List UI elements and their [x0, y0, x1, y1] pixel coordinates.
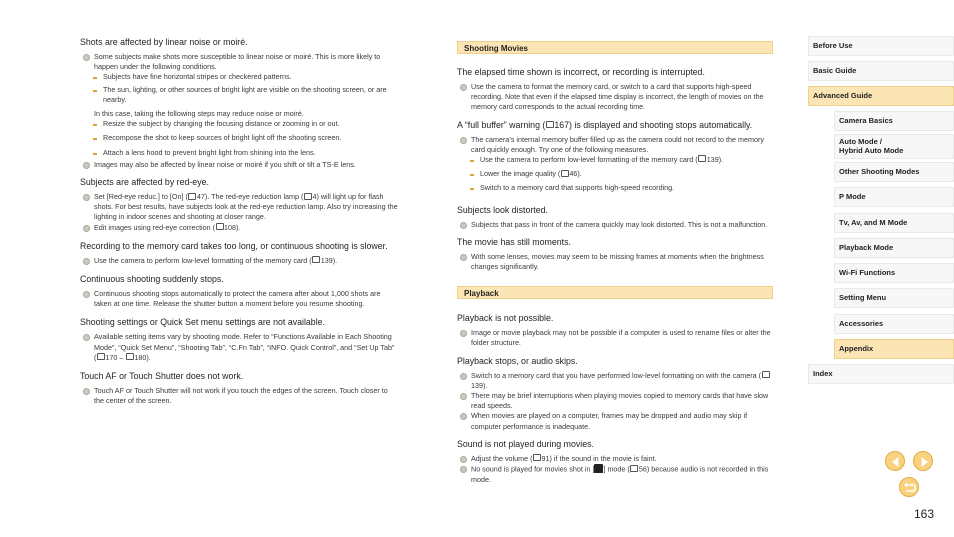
page-ref-link[interactable]: 139: [706, 154, 719, 164]
book-icon: [762, 371, 770, 378]
dash-icon: [93, 77, 97, 79]
book-icon: [533, 454, 541, 461]
section-header-playback: Playback: [457, 286, 773, 299]
page-ref-link[interactable]: 4: [312, 192, 317, 201]
nav-appendix[interactable]: Appendix: [834, 339, 954, 359]
page-ref-link[interactable]: 167: [554, 119, 570, 130]
bullet-icon: [460, 137, 467, 144]
bullet-icon: [460, 84, 467, 91]
bullet-icon: [83, 258, 90, 265]
still-moments-title: The movie has still moments.: [457, 236, 571, 247]
dash-icon: [93, 153, 97, 155]
middle-column: [457, 36, 773, 485]
book-icon: [304, 193, 312, 200]
dash-icon: [470, 160, 474, 162]
bullet: With some lenses, movies may seem to be missing frames at moments when the brightness changes significantly.: [457, 252, 773, 272]
bullet-icon: [83, 291, 90, 298]
page-ref-link[interactable]: 91: [541, 453, 550, 463]
page-ref-link[interactable]: 47: [196, 192, 205, 201]
elapsed-time-title: The elapsed time shown is incorrect, or recording is interrupted.: [457, 67, 705, 77]
page-ref-link[interactable]: 108: [224, 222, 237, 232]
dash-icon: [470, 174, 474, 176]
dash-icon: [470, 188, 474, 190]
nav-p-mode[interactable]: P Mode: [834, 187, 954, 207]
nav-auto-mode[interactable]: Auto Mode / Hybrid Auto Mode: [834, 134, 954, 159]
bullet-icon: [83, 194, 90, 201]
book-icon: [561, 170, 569, 177]
bullet: Adjust the volume ( 91) if the sound in the movie is faint.: [457, 454, 773, 464]
book-icon: [698, 155, 706, 162]
sub-bullet: Lower the image quality ( 46).: [457, 169, 773, 179]
bullet-icon: [460, 413, 467, 420]
bullet: Use the camera to format the memory card, or switch to a card that supports high-speed recording. Note that even if the elapsed time display is incorrect, the length of movies on the memory card corresponds to the actual recording time.: [457, 82, 773, 113]
bullet-icon: [460, 466, 467, 473]
nav-index[interactable]: Index: [808, 364, 954, 384]
bullet: Image or movie playback may not be possible if a computer is used to rename files or alter the folder structure.: [457, 328, 773, 348]
bullet-icon: [460, 330, 467, 337]
bullet: Use the camera to perform low-level formatting of the memory card ( 139).: [80, 256, 398, 266]
bullet: There may be brief interruptions when playing movies copied to memory cards that have slow read speeds.: [457, 391, 773, 411]
sub-bullet: Attach a lens hood to prevent bright light from shining into the lens.: [80, 148, 398, 158]
page-ref-link[interactable]: 170: [105, 352, 118, 362]
nav-advanced-guide[interactable]: Advanced Guide: [808, 86, 954, 106]
bullet: Switch to a memory card that you have performed low-level formatting on with the camera (139).: [457, 371, 773, 391]
arrow-right-icon: [914, 452, 934, 472]
sub-bullet: Resize the subject by changing the focusing distance or zooming in or out.: [80, 119, 398, 129]
bullet: The camera’s internal memory buffer filled up as the camera could not record to the memory card quickly enough. Try one of the following measures.: [457, 135, 773, 155]
nav-other-shooting-modes[interactable]: Other Shooting Modes: [834, 162, 954, 182]
previous-page-button[interactable]: [885, 451, 905, 471]
nav-before-use[interactable]: Before Use: [808, 36, 954, 56]
page-ref-link[interactable]: 139: [471, 380, 483, 390]
bullet: Continuous shooting stops automatically to protect the camera after about 1,000 shots are taken at one time. Release the shutter button a moment before you resume shooting.: [80, 289, 398, 309]
return-button[interactable]: [899, 477, 919, 497]
nav-tv-av-m-mode[interactable]: Tv, Av, and M Mode: [834, 213, 954, 233]
playback-not-possible-title: Playback is not possible.: [457, 313, 554, 324]
bullet-icon: [83, 54, 90, 61]
recording-slow-title: Recording to the memory card takes too long, or continuous shooting is slower.: [80, 240, 388, 251]
nav-accessories[interactable]: Accessories: [834, 314, 954, 334]
arrow-left-icon: [886, 452, 906, 472]
nav-wifi-functions[interactable]: Wi-Fi Functions: [834, 263, 954, 283]
dash-icon: [93, 138, 97, 140]
settings-unavailable-title: Shooting settings or Quick Set menu settings are not available.: [80, 317, 325, 328]
red-eye-title: Subjects are affected by red-eye.: [80, 177, 209, 188]
left-column: [80, 36, 398, 406]
bullet-icon: [460, 393, 467, 400]
section-header-shooting-movies: Shooting Movies: [457, 41, 773, 54]
page-ref-link[interactable]: 56: [638, 464, 647, 474]
nav-setting-menu[interactable]: Setting Menu: [834, 288, 954, 308]
page-ref-link[interactable]: 139: [320, 255, 333, 265]
bullet-icon: [83, 388, 90, 395]
bullet: Subjects that pass in front of the camera quickly may look distorted. This is not a malfunction.: [457, 220, 773, 230]
sub-bullet: The sun, lighting, or other sources of bright light are visible on the shooting screen, or are nearby.: [80, 85, 398, 105]
page-number: 163: [913, 507, 934, 521]
book-icon: [97, 353, 105, 360]
touch-af-title: Touch AF or Touch Shutter does not work.: [80, 370, 244, 381]
bullet-icon: [83, 162, 90, 169]
continuous-stops-title: Continuous shooting suddenly stops.: [80, 274, 224, 284]
bullet: Available setting items vary by shooting mode. Refer to “Functions Available in Each Shooting Mode”, “Quick Set Menu”, “Shooting Tab”, “C.Fn Tab”, “INFO. Quick Control”, and “Set Up Tab” ( 170 – 180).: [80, 332, 398, 363]
bullet: Some subjects make shots more susceptible to linear noise or moiré. This is more likely to happen under the following conditions.: [80, 52, 398, 72]
bullet-icon: [460, 222, 467, 229]
bullet-icon: [460, 456, 467, 463]
distorted-title: Subjects look distorted.: [457, 204, 548, 215]
bullet: Touch AF or Touch Shutter will not work if you touch the edges of the screen. Touch closer to the center of the screen.: [80, 386, 398, 406]
full-buffer-title: A “full buffer” warning ( 167) is displayed and shooting stops automatically.: [457, 119, 753, 130]
nav-playback-mode[interactable]: Playback Mode: [834, 238, 954, 258]
book-icon: [126, 353, 134, 360]
bullet: Set [Red-eye reduc.] to [On] ( 47). The red-eye reduction lamp ( 4) will light up for flash shots. For best results, have subjects look at the red-eye reduction lamp. Also try increasing the lighting in indoor scenes and shooting at closer range.: [80, 192, 398, 223]
bullet-icon: [83, 225, 90, 232]
dash-icon: [93, 124, 97, 126]
linear-noise-title: Shots are affected by linear noise or moiré.: [80, 37, 248, 47]
next-page-button[interactable]: [913, 451, 933, 471]
nav-camera-basics[interactable]: Camera Basics: [834, 111, 954, 131]
no-sound-title: Sound is not played during movies.: [457, 438, 594, 449]
book-icon: [546, 121, 554, 128]
page-ref-link[interactable]: 180: [134, 352, 147, 362]
page-ref-link[interactable]: 46: [569, 169, 578, 179]
return-icon: [900, 478, 920, 498]
bullet-icon: [460, 254, 467, 261]
book-icon: [312, 256, 320, 263]
book-icon: [630, 465, 638, 472]
sub-bullet: Switch to a memory card that supports high-speed recording.: [457, 183, 773, 193]
dash-icon: [93, 90, 97, 92]
sub-bullet: Subjects have fine horizontal stripes or checkered patterns.: [80, 72, 398, 82]
bullet-icon: [83, 334, 90, 341]
book-icon: [216, 223, 224, 230]
paragraph: In this case, taking the following steps may reduce noise or moiré.: [94, 109, 304, 118]
bullet: No sound is played for movies shot in [ ] mode ( 56) because audio is not recorded in this mode.: [457, 464, 773, 485]
bullet: Edit images using red-eye correction ( 108).: [80, 223, 398, 233]
sub-bullet: Use the camera to perform low-level formatting of the memory card ( 139).: [457, 155, 773, 165]
nav-basic-guide[interactable]: Basic Guide: [808, 61, 954, 81]
bullet: When movies are played on a computer, frames may be dropped and audio may skip if computer performance is inadequate.: [457, 411, 773, 431]
sub-bullet: Recompose the shot to keep sources of bright light off the shooting screen.: [80, 133, 398, 143]
bullet-icon: [460, 373, 467, 380]
book-icon: [188, 193, 196, 200]
bullet: Images may also be affected by linear noise or moiré if you shift or tilt a TS-E lens.: [80, 160, 398, 170]
playback-stops-title: Playback stops, or audio skips.: [457, 355, 578, 366]
